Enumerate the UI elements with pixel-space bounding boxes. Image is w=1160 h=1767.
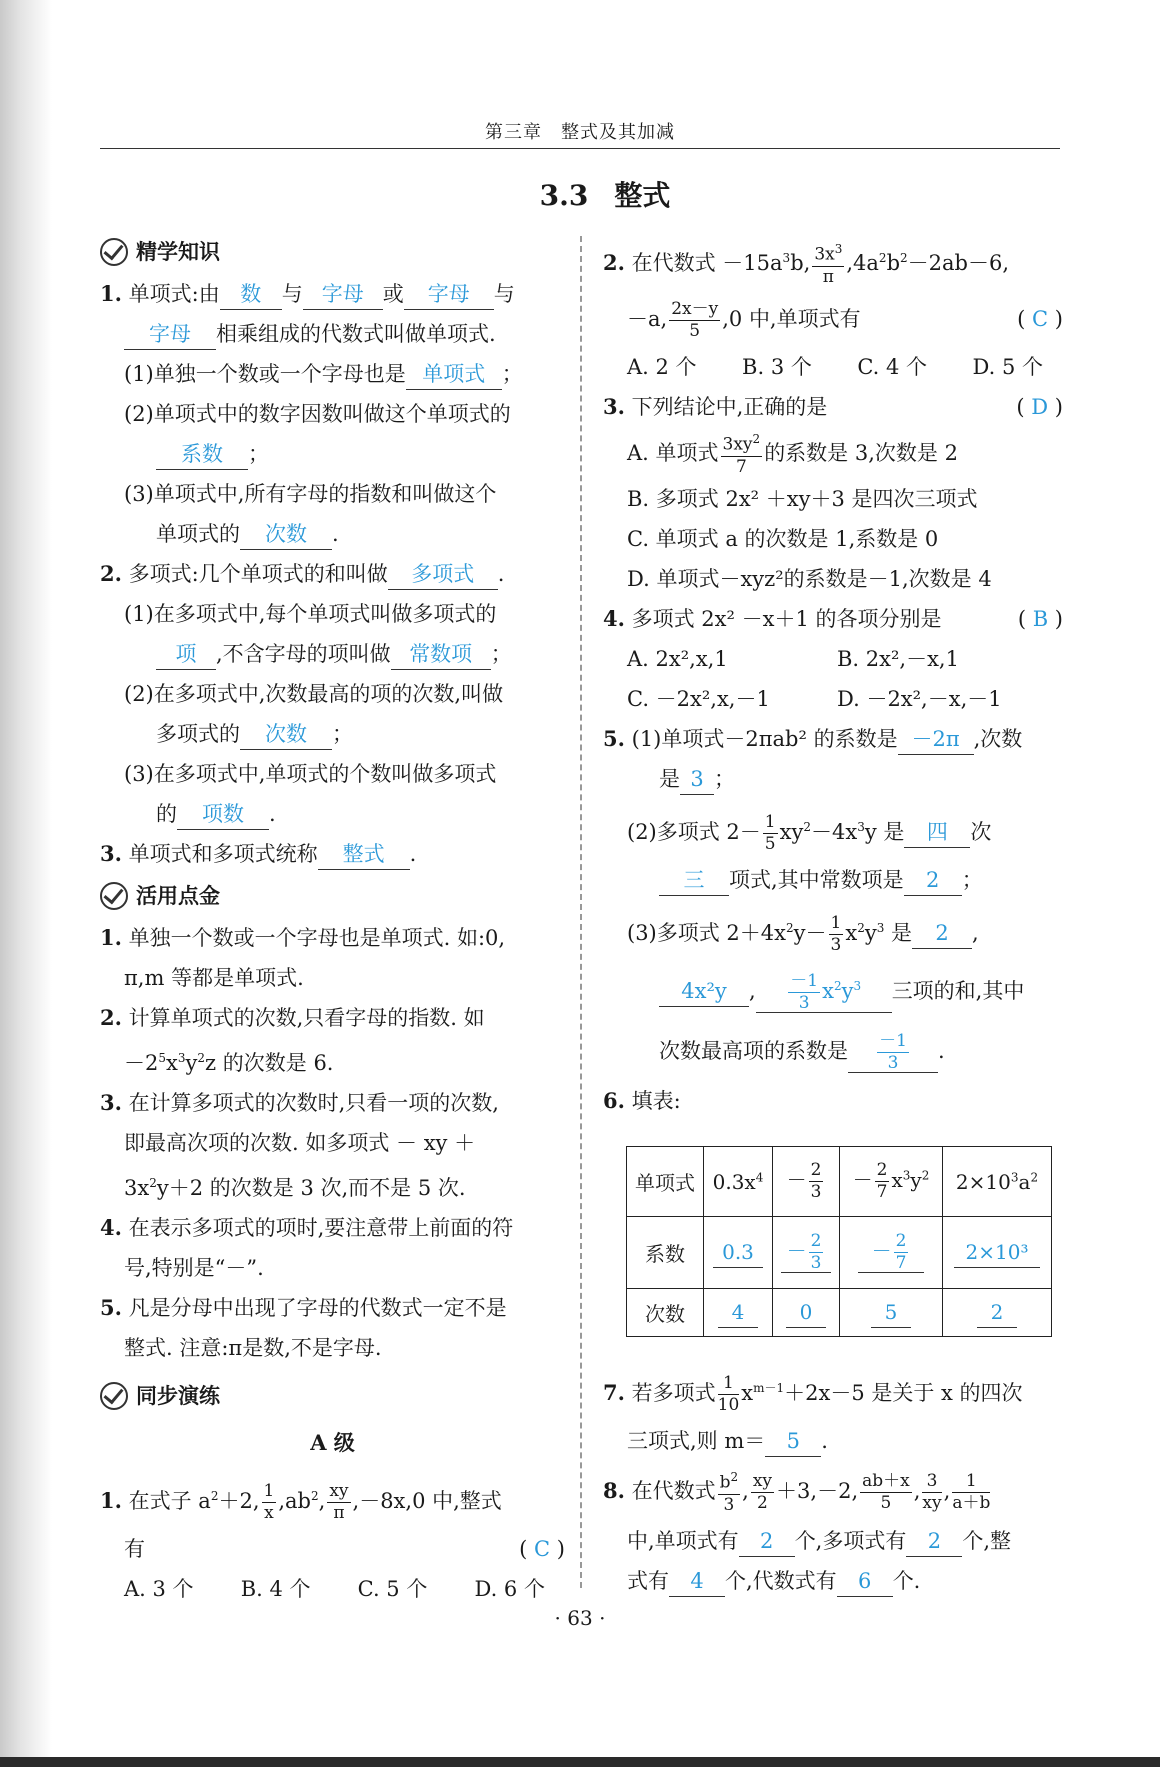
answer-q2: C [1032,307,1049,331]
knowledge-2: 2. 多项式:几个单项式的和叫做 多项式 . [100,554,565,594]
section-heading-tips: 活用点金 [100,874,565,918]
check-icon [100,882,128,910]
table-header-degree: 次数 [627,1289,704,1337]
question-3: 3. 下列结论中,正确的是 ( D ) [603,394,1063,419]
section-heading-learn: 精学知识 [100,230,565,274]
left-column: 精学知识 1. 单项式:由 数 与 字母 或 字母 与 字母 相乘组成的代数式叫做单项式. (1)单独一个数或一个字母也是 单项式 ； (2)单项式中的数字因数叫做这个单项式的 系数 ； (3)单项式中,所有字母的指数和叫做这个 单项式的 次数 . 2. 多项式:几个单项式的和叫做 多项式 . (1)在多项式中,每个单项式叫做多项式的 项 ,不含字母的项叫做 常数项 ； (2)在多项式中,次数最高的项的次数,叫做 多项式的 次数 ； (3)在多项式中,单项式的个数叫做多项式 的 项数 . 3. 单项式和多项式统称 整式 . 活用点金 1. 单独一个数或一个字母也是单项式. 如:0, π,m 等都是单项式. 2. 计算单项式的次数,只看字母的指数. 如 $-2^5x^3y^2z$ 的次数是 6. 3. 在计算多项式的次数时,只看一项的次数, 即最高次项的次数. 如多项式 － xy ＋ $3x^2y+2$ 的次数是 3 次,而不是 5 次. 4. 在表示多项式的项时,要注意带上前面的符 号,特别是“－”. 5. 凡是分母中出现了字母的代数式一定不是 整式. 注意:π是数,不是字母. 同步演练 A 级 1. 在式子 $a^2+2$, $\frac{1}{x}$ $,ab^2$, $\frac{xy}{\pi}$ ,－8x,0 中,整式 有 ( C ) A. 3 个 B. 4 个 C. 5 个 D. 6 个 [100,230,565,1609]
question-6: 6. 填表: [603,1088,681,1113]
page-title [0,174,1160,214]
page-number: · 63 · [554,1606,606,1630]
options-q1: A. 3 个 B. 4 个 C. 5 个 D. 6 个 [124,1577,545,1601]
table-header-monomial: 单项式 [627,1147,704,1217]
right-column: 2. 在代数式 $-15a^3b$, $\frac{3x^3}{\pi}$ $,4a^2b^2-2ab-6$, －a, $\frac{2x-y}{5}$ ,0 中,单项式有 ( C ) A. 2 个 B. 3 个 C. 4 个 D. 5 个 3. 下列结论中,正确的是 ( D ) A. 单项式 $\frac{3xy^2}{7}$ 的系数是 3,次数是 2 B. 多项式 2x² ＋xy＋3 是四次三项式 C. 单项式 a 的次数是 1,系数是 0 D. 单项式－xyz²的系数是－1,次数是 4 4. 多项式 2x² －x＋1 的各项分别是 ( B ) A. 2x²,x,1 B. 2x²,－x,1 C. －2x²,x,－1 D. －2x²,－x,－1 5. (1)单项式－2πab² 的系数是 －2π ,次数 是 3 ； (2)多项式 2－ $\frac{1}{5}$ $xy^2-4x^3y$ 是 四 次 三 项式,其中常数项是 2 ； (3)多项式 $2+4x^2y-$ $\frac{1}{3}$ $x^2y^3$ 是 2 , 4x²y , $\frac{-1}{3}$ $x^2y^3$ 三项的和,其中 次数最高项的系数是 $\frac{-1}{3}$ . 6. 填表: [603,230,1063,1121]
answer-q1: C [534,1537,551,1561]
level-a: A 级 [310,1430,355,1455]
question-7: 7. 若多项式 $\frac{1}{10}$ $x^{m-1}+2x-5$ 是关于 x 的四次 [603,1373,1023,1415]
book-spine-shadow [0,0,52,1767]
column-divider [580,236,582,1588]
header-rule [100,148,1060,149]
options-q2: A. 2 个 B. 3 个 C. 4 个 D. 5 个 [627,355,1043,379]
question-2: 2. 在代数式 $-15a^3b$, $\frac{3x^3}{\pi}$ $,4a^2b^2-2ab-6$, [603,242,1010,287]
section-heading-practice: 同步演练 [100,1374,565,1418]
knowledge-3: 3. 单项式和多项式统称 整式 . [100,834,565,874]
bottom-bar [0,1757,1160,1767]
knowledge-1: 1. 单项式:由 数 与 字母 或 字母 与 [100,274,565,314]
answer-q4: B [1032,607,1049,631]
check-icon [100,238,128,266]
question-5: 5. (1)单项式－2πab² 的系数是 －2π ,次数 [603,719,1063,759]
fill-table: 单项式 $0.3x^4$ － $\frac{2}{3}$ － $\frac{2}{7}$ $x^3y^2$ $2\times 10^3a^2$ 系数 0.3 － $\frac{2}{3}$ － $\frac{2}{7}$ 2×10³ 次数 4 0 5 2 [626,1146,1052,1337]
answer-q3: D [1031,395,1049,419]
question-4: 4. 多项式 2x² －x＋1 的各项分别是 ( B ) [603,606,1063,631]
table-header-coefficient: 系数 [627,1217,704,1289]
question-1: 1. 在式子 $a^2+2$, $\frac{1}{x}$ $,ab^2$, $\frac{xy}{\pi}$ ,－8x,0 中,整式 [100,1481,502,1523]
check-icon [100,1382,128,1410]
chapter-header: 第三章 整式及其加减 [485,122,675,143]
section-title: 整式 [614,179,671,212]
right-column-lower: 7. 若多项式 $\frac{1}{10}$ $x^{m-1}+2x-5$ 是关于 x 的四次 三项式,则 m＝ 5 . 8. 在代数式 $\frac{b^2}{3}$ , $\frac{xy}{2}$ ＋3,－2, $\frac{ab+x}{5}$ , $\frac{3}{xy}$ , $\frac{1}{a+b}$ 中,单项式有 2 个,多项式有 2 个,整 式有 4 个,代数式有 6 个. [603,1360,1063,1601]
section-number: 3.3 [539,179,589,212]
question-8: 8. 在代数式 $\frac{b^2}{3}$ , $\frac{xy}{2}$ ＋3,－2, $\frac{ab+x}{5}$ , $\frac{3}{xy}$ , $\frac{1}{a+b}$ [603,1470,991,1515]
